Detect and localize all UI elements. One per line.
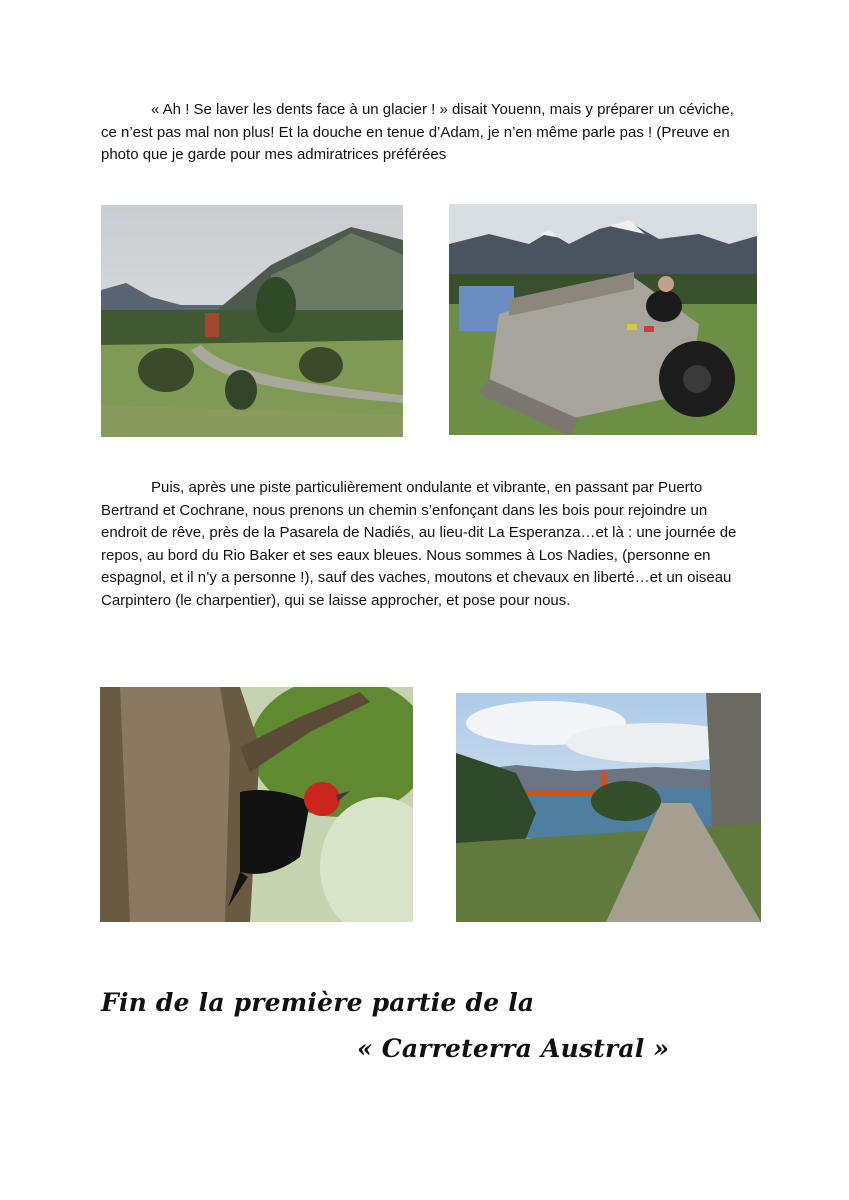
photo-wooden-cart bbox=[449, 204, 757, 435]
intro-paragraph bbox=[101, 99, 746, 167]
story-paragraph-text: Puis, après une piste particulièrement ondulante et vibrante, en passant par Puerto Bertrand et Cochrane, nous prenons un chemin s’enfonçant dans les bois pour rejoindre un endroit de rêve, près de la Pasarela de Nadiés, au lieu-dit La Esperanza…et là : une journée de repos, au bord du Rio Baker et ses eaux bleues. Nous sommes à Los Nadies, (personne en espagnol, et il n’y a personne !), sauf des vaches, moutons et chevaux en liberté…et un oiseau Carpintero (le charpentier), qui se laisse approcher, et pose pour nous. bbox=[101, 479, 737, 609]
photo-river-path bbox=[456, 693, 761, 922]
story-paragraph bbox=[101, 477, 746, 612]
photo-valley-bridge bbox=[101, 205, 403, 437]
intro-paragraph-text: « Ah ! Se laver les dents face à un glacier ! » disait Youenn, mais y préparer un céviche, ce n’est pas mal non plus! Et la douche en tenue d’Adam, je n’en même parle pas ! (Preuve en photo que je garde pour mes admiratrices préférées bbox=[101, 101, 734, 163]
closing-line-1: Fin de la première partie de la bbox=[101, 988, 535, 1017]
closing-line-2: « Carreterra Austral » bbox=[357, 1034, 670, 1063]
photo-woodpecker bbox=[100, 687, 413, 922]
